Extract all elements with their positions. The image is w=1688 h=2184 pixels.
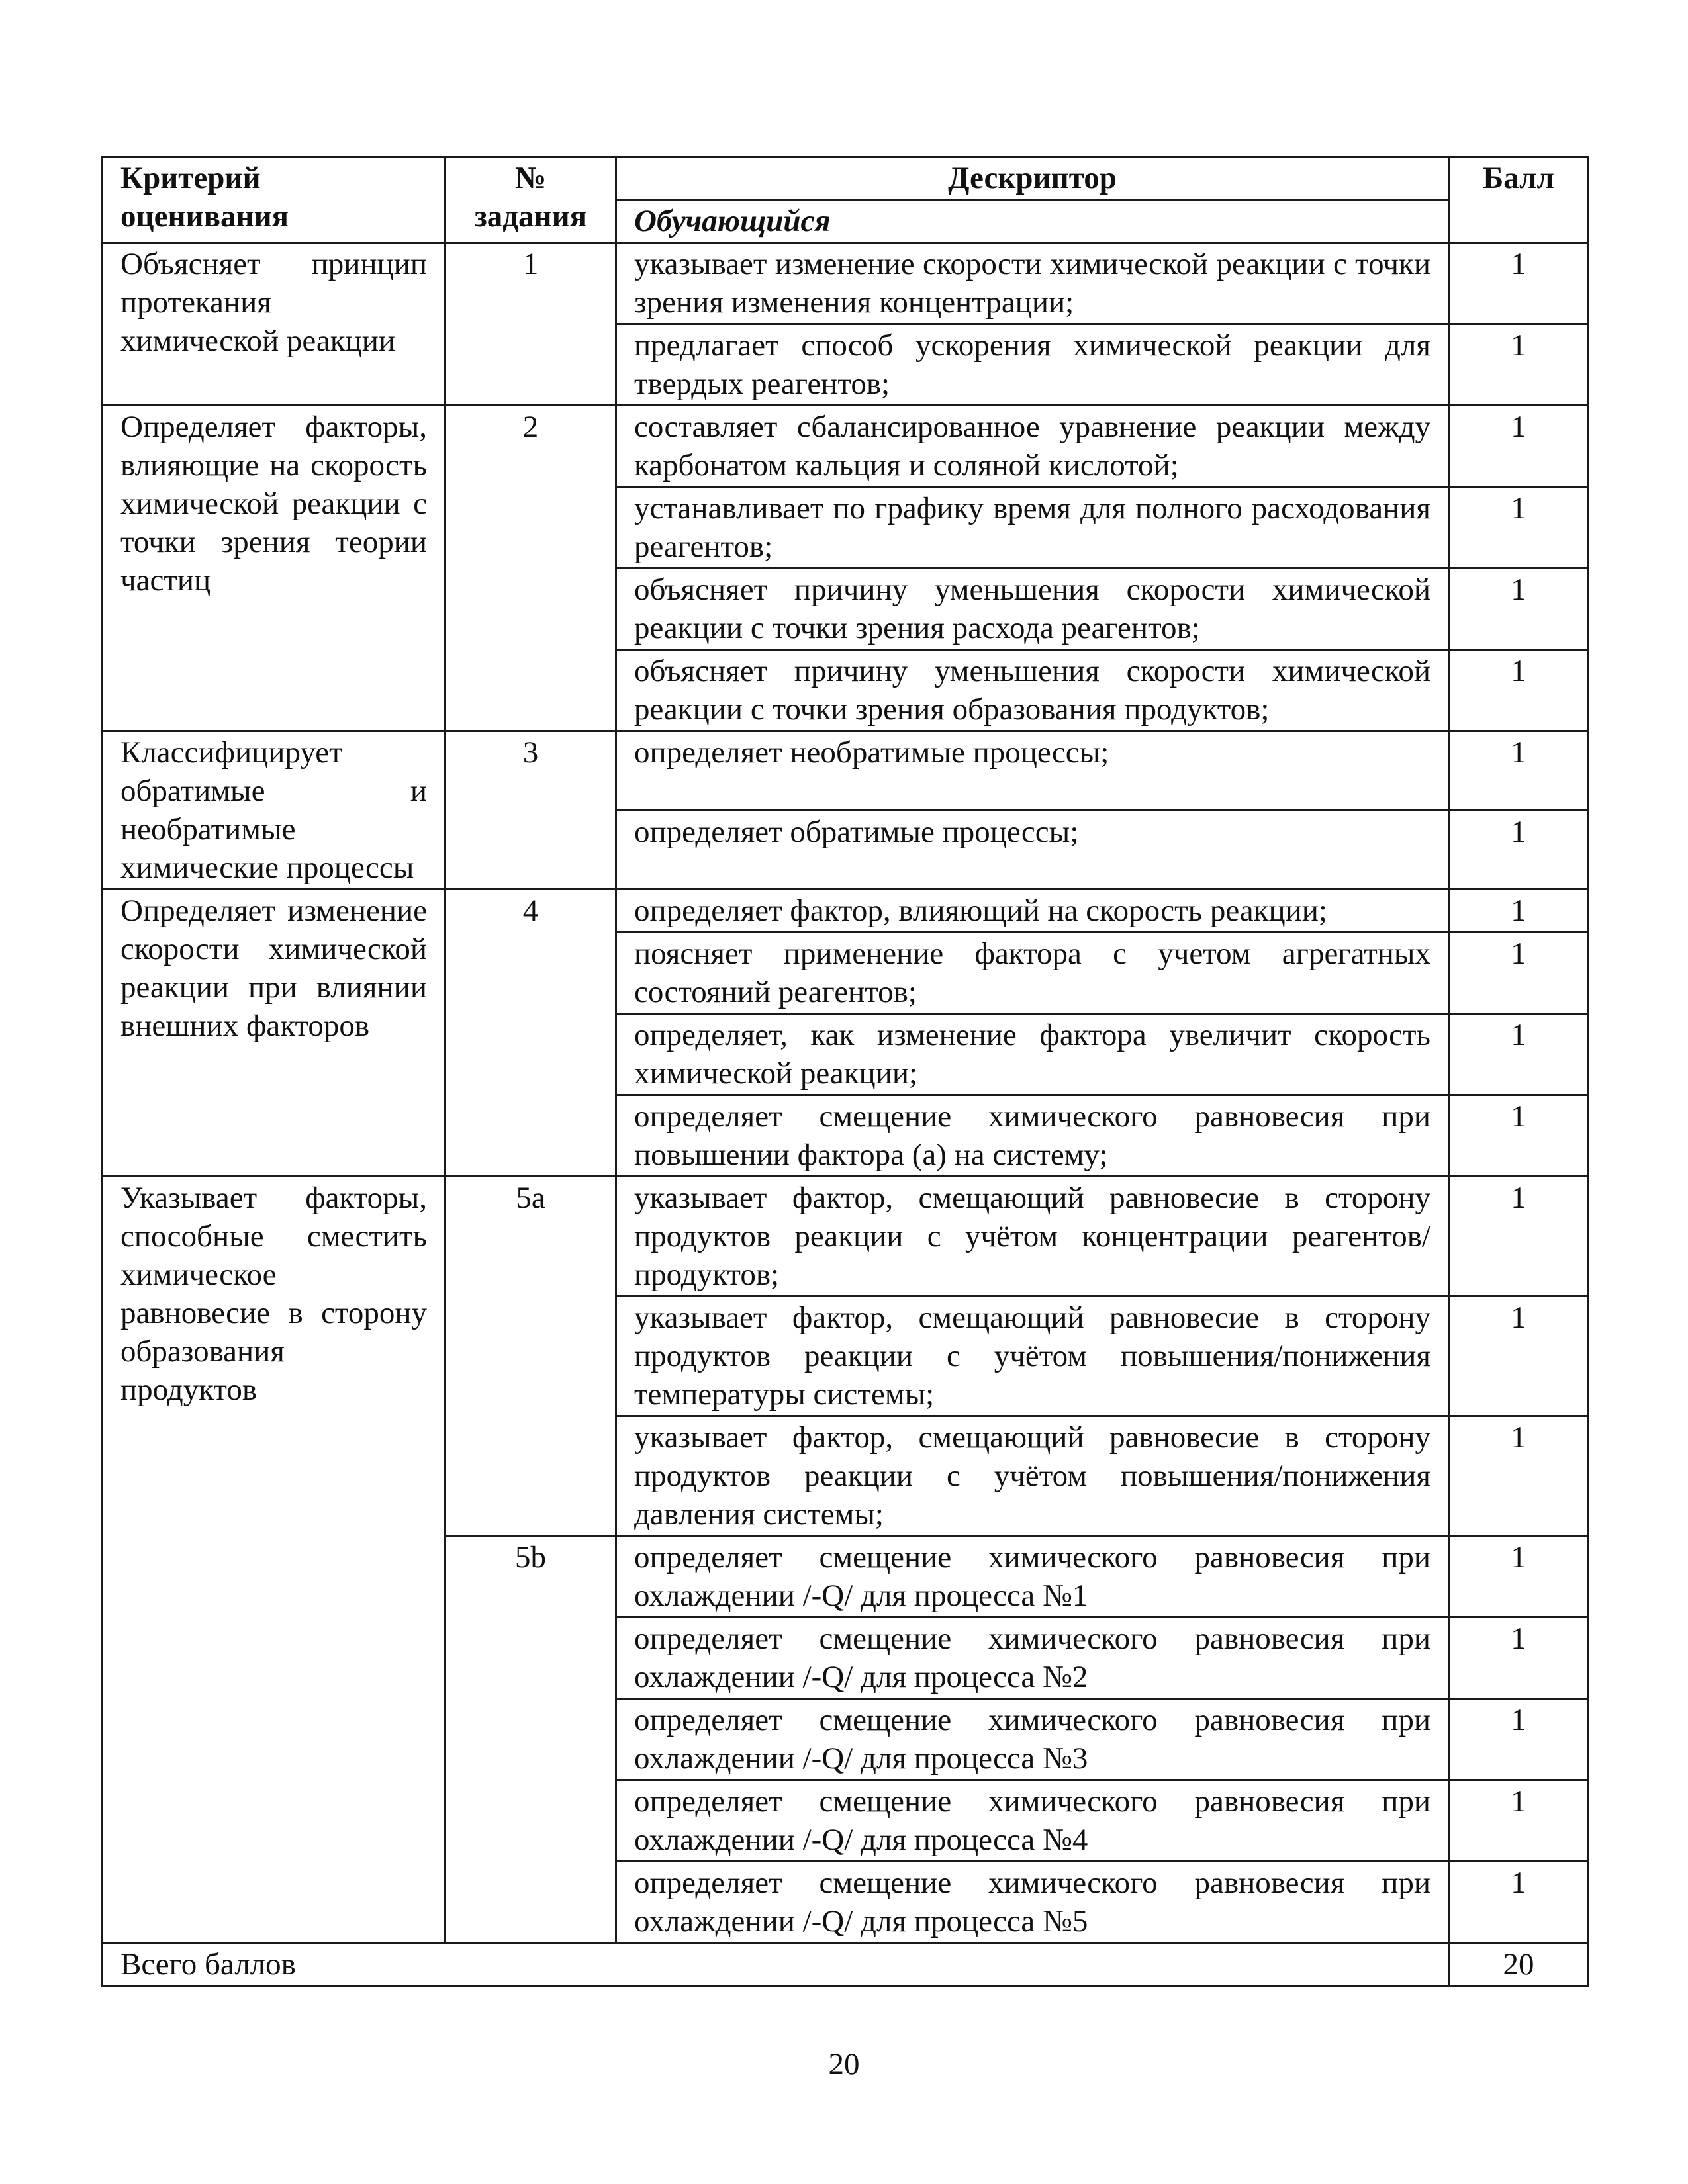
- criterion-cell: Объясняет принцип протекания химической реакции: [103, 243, 445, 406]
- table-row: [103, 1177, 1589, 1297]
- descriptor-cell: предлагает способ ускорения химической реакции для твердых реагентов;: [616, 324, 1449, 406]
- descriptor-cell: указывает изменение скорости химической реакции с точки зрения изменения концентрации;: [616, 243, 1449, 324]
- score-cell: 1: [1449, 1416, 1589, 1536]
- header-task-number: № задания: [445, 157, 616, 243]
- score-cell: 1: [1449, 1862, 1589, 1943]
- descriptor-cell: определяет смещение химического равновесия при охлаждении /-Q/ для процесса №2: [616, 1617, 1449, 1699]
- score-cell: 1: [1449, 810, 1589, 889]
- total-label: Всего баллов: [103, 1943, 1449, 1986]
- assessment-table: [101, 156, 1589, 1987]
- descriptor-cell: определяет смещение химического равновесия при повышении фактора (a) на систему;: [616, 1095, 1449, 1177]
- descriptor-cell: определяет обратимые процессы;: [616, 810, 1449, 889]
- score-cell: 1: [1449, 1536, 1589, 1617]
- score-cell: 1: [1449, 569, 1589, 650]
- total-value: 20: [1449, 1943, 1589, 1986]
- descriptor-cell: указывает фактор, смещающий равновесие в сторону продуктов реакции с учётом концентрации реагентов/продуктов;: [616, 1177, 1449, 1297]
- table-body: [103, 243, 1589, 1943]
- task-number-cell: 5b: [445, 1536, 616, 1943]
- descriptor-cell: указывает фактор, смещающий равновесие в сторону продуктов реакции с учётом повышения/понижения давления системы;: [616, 1416, 1449, 1536]
- header-score: Балл: [1449, 157, 1589, 243]
- page-number: 20: [828, 2047, 860, 2081]
- score-cell: 1: [1449, 324, 1589, 406]
- descriptor-cell: определяет смещение химического равновесия при охлаждении /-Q/ для процесса №1: [616, 1536, 1449, 1617]
- score-cell: 1: [1449, 933, 1589, 1014]
- descriptor-cell: устанавливает по графику время для полного расходования реагентов;: [616, 487, 1449, 569]
- descriptor-cell: объясняет причину уменьшения скорости химической реакции с точки зрения расхода реагентов;: [616, 569, 1449, 650]
- score-cell: 1: [1449, 650, 1589, 731]
- task-number-cell: 2: [445, 406, 616, 731]
- descriptor-cell: объясняет причину уменьшения скорости химической реакции с точки зрения образования продуктов;: [616, 650, 1449, 731]
- header-descriptor-sub: Обучающийся: [616, 200, 1449, 243]
- criterion-cell: Указывает факторы, способные сместить химическое равновесие в сторону образования продуктов: [103, 1177, 445, 1943]
- score-cell: 1: [1449, 1095, 1589, 1177]
- task-number-cell: 1: [445, 243, 616, 406]
- table-row: [103, 889, 1589, 933]
- score-cell: 1: [1449, 1177, 1589, 1297]
- header-descriptor: Дескриптор: [616, 157, 1449, 200]
- score-cell: 1: [1449, 1297, 1589, 1416]
- descriptor-cell: определяет смещение химического равновесия при охлаждении /-Q/ для процесса №3: [616, 1699, 1449, 1780]
- task-number-cell: 5a: [445, 1177, 616, 1536]
- score-cell: 1: [1449, 487, 1589, 569]
- table-row: [103, 243, 1589, 324]
- descriptor-cell: указывает фактор, смещающий равновесие в сторону продуктов реакции с учётом повышения/понижения температуры системы;: [616, 1297, 1449, 1416]
- task-number-cell: 4: [445, 889, 616, 1177]
- score-cell: 1: [1449, 889, 1589, 933]
- descriptor-cell: определяет фактор, влияющий на скорость реакции;: [616, 889, 1449, 933]
- score-cell: 1: [1449, 243, 1589, 324]
- descriptor-cell: определяет смещение химического равновесия при охлаждении /-Q/ для процесса №5: [616, 1862, 1449, 1943]
- criterion-cell: Определяет изменение скорости химической реакции при влиянии внешних факторов: [103, 889, 445, 1177]
- table-row: [103, 406, 1589, 487]
- descriptor-cell: составляет сбалансированное уравнение реакции между карбонатом кальция и соляной кислотой;: [616, 406, 1449, 487]
- header-row: [103, 157, 1589, 200]
- table-row: [103, 731, 1589, 811]
- score-cell: 1: [1449, 1780, 1589, 1862]
- score-cell: 1: [1449, 1699, 1589, 1780]
- score-cell: 1: [1449, 1014, 1589, 1095]
- score-cell: 1: [1449, 406, 1589, 487]
- header-criterion: Критерий оценивания: [103, 157, 445, 243]
- descriptor-cell: определяет смещение химического равновесия при охлаждении /-Q/ для процесса №4: [616, 1780, 1449, 1862]
- task-number-cell: 3: [445, 731, 616, 889]
- descriptor-cell: определяет необратимые процессы;: [616, 731, 1449, 811]
- score-cell: 1: [1449, 731, 1589, 811]
- criterion-cell: Классифицирует обратимые и необратимые химические процессы: [103, 731, 445, 889]
- score-cell: 1: [1449, 1617, 1589, 1699]
- descriptor-cell: поясняет применение фактора с учетом агрегатных состояний реагентов;: [616, 933, 1449, 1014]
- total-row: [103, 1943, 1589, 1986]
- descriptor-cell: определяет, как изменение фактора увеличит скорость химической реакции;: [616, 1014, 1449, 1095]
- criterion-cell: Определяет факторы, влияющие на скорость химической реакции с точки зрения теории частиц: [103, 406, 445, 731]
